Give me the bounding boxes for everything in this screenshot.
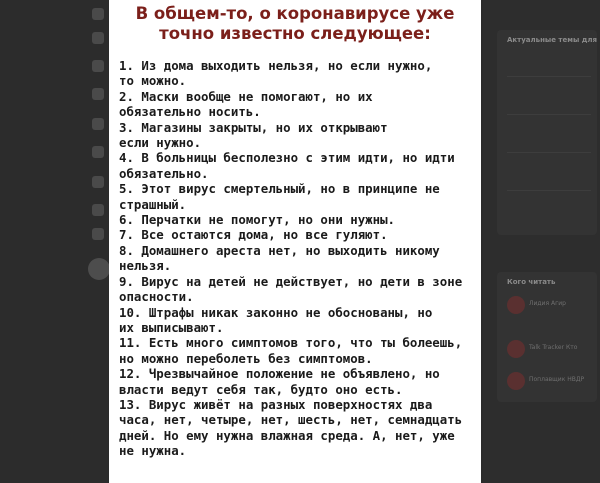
avatar[interactable] [507,340,525,358]
list-item: 9. Вирус на детей не действует, но дети в зоне опасности. [119,273,463,305]
list-item: 7. Все остаются дома, но все гуляют. [119,227,388,243]
avatar[interactable] [507,296,525,314]
list-item: 1. Из дома выходить нельзя, но если нужно, то можно. [119,58,433,89]
home-icon[interactable] [92,8,104,20]
list-item: 5. Этот вирус смертельный, но в принципе не страшный. [119,181,440,212]
follow-name[interactable]: Поплавщик НВДР [529,376,585,383]
trends-panel [497,30,597,235]
divider [507,114,591,115]
bookmarks-icon[interactable] [92,118,104,130]
list-item: 6. Перчатки не помогут, но они нужны. [119,212,396,228]
list-item: 13. Вирус живёт на разных поверхностях два часа, нет, четыре, нет, шесть, нет, семнадцать дней. Но ему нужна влажная среда. А, нет, уже не нужна. [119,396,463,459]
follow-name[interactable]: Лидия Агир [529,300,566,307]
list-item: 11. Есть много симптомов того, что ты болеешь, но можно переболеть без симптомов. [119,335,463,366]
right-sidebar [483,0,600,483]
tweet-icon[interactable] [92,228,104,240]
more-icon[interactable] [92,204,104,216]
list-item: 4. В больницы бесполезно с этим идти, но идти обязательно. [119,150,455,181]
divider [507,190,591,191]
lists-icon[interactable] [92,146,104,158]
divider [507,76,591,77]
avatar[interactable] [507,372,525,390]
list-item: 2. Маски вообще не помогают, но их обязательно носить. [119,88,373,120]
who-to-follow-title: Кого читать [507,278,556,286]
divider [507,152,591,153]
post-image-title: В общем-то, о коронавирусе уже точно известно следующее: [135,4,455,43]
list-item: 10. Штрафы никак законно не обоснованы, но их выписывают. [119,304,433,335]
messages-icon[interactable] [92,88,104,100]
post-image-card [109,0,481,483]
list-item: 3. Магазины закрыты, но их открывают если нужно. [119,119,388,151]
trends-title: Актуальные темы для [507,36,597,44]
profile-icon[interactable] [92,176,104,188]
explore-icon[interactable] [92,32,104,44]
avatar[interactable] [88,258,110,280]
list-item: 12. Чрезвычайное положение не объявлено, но власти ведут себя так, будто оно есть. [119,366,440,397]
list-item: 8. Домашнего ареста нет, но выходить никому нельзя. [119,242,440,274]
follow-name[interactable]: Talk Tracker Кто [529,344,578,351]
left-nav-rail [0,0,108,483]
post-image-list [119,58,471,459]
notifications-icon[interactable] [92,60,104,72]
